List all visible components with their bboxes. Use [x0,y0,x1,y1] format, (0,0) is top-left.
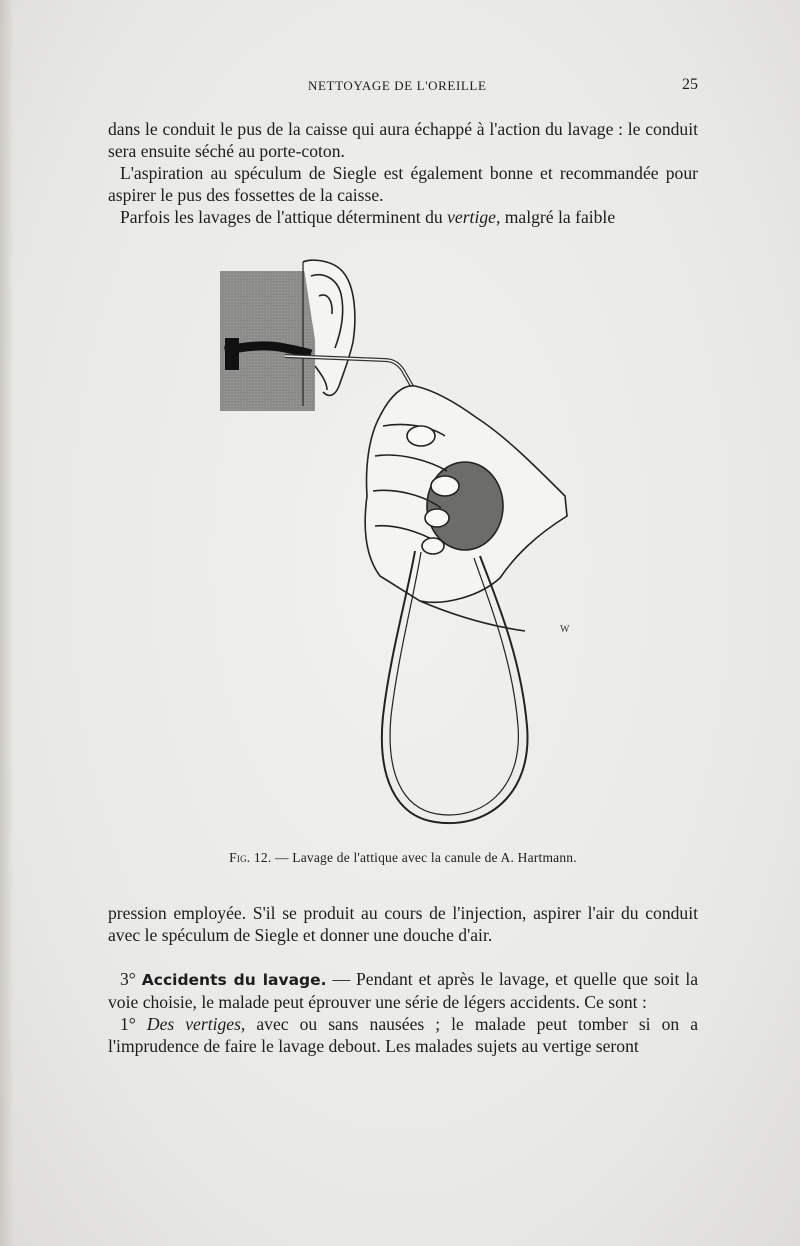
paragraph-vertige [108,206,698,228]
figure-caption [108,850,698,866]
paragraph-continuation: dans le conduit le pus de la caisse qui aura échappé à l'action du lavage : le conduit sera ensuite séché au porte-coton. [108,119,698,161]
paragraph-vertiges [108,1013,698,1057]
bottom-text-block [108,902,698,1057]
vertiges-number: 1° [120,1014,147,1034]
page-number: 25 [682,76,698,93]
figure-caption-text: — Lavage de l'attique avec la canule de A. Hartmann. [271,850,577,865]
accidents-heading: Accidents du lavage. [141,971,327,989]
paragraph-aspiration: L'aspiration au spéculum de Siegle est également bonne et recommandée pour aspirer le pus des fossettes de la caisse. [108,163,698,205]
paragraph-vertige-start: Parfois les lavages de l'attique déterminent du [120,207,448,227]
figure-illustration [215,256,575,836]
page-header [108,76,698,96]
paragraph-accidents [108,968,698,1013]
figure-label: Fig. 12. [229,850,272,865]
running-title: NETTOYAGE DE L'OREILLE [308,78,487,93]
vertiges-text: avec ou sans nausées ; le malade peut tomber si on a l'imprudence de faire le lavage debout. Les malades sujets au vertige seront [108,1014,699,1056]
accidents-number: 3° [120,969,142,989]
paragraph-pression: pression employée. S'il se produit au cours de l'injection, aspirer l'air du conduit avec le spéculum de Siegle et donner une douche d'air. [108,903,698,945]
vertige-italic: vertige, [447,207,501,227]
paragraph-vertige-end: malgré la faible [500,207,616,227]
vertiges-italic: Des vertiges, [146,1014,246,1034]
top-text-block [108,118,698,228]
artist-signature: W [560,624,570,635]
page-edge-shadow [0,0,14,1246]
hand-drawing [365,386,567,631]
accidents-text: — Pendant et après le lavage, et quelle que soit la voie choisie, le malade peut éprouver une série de légers accidents. Ce sont : [108,969,699,1012]
